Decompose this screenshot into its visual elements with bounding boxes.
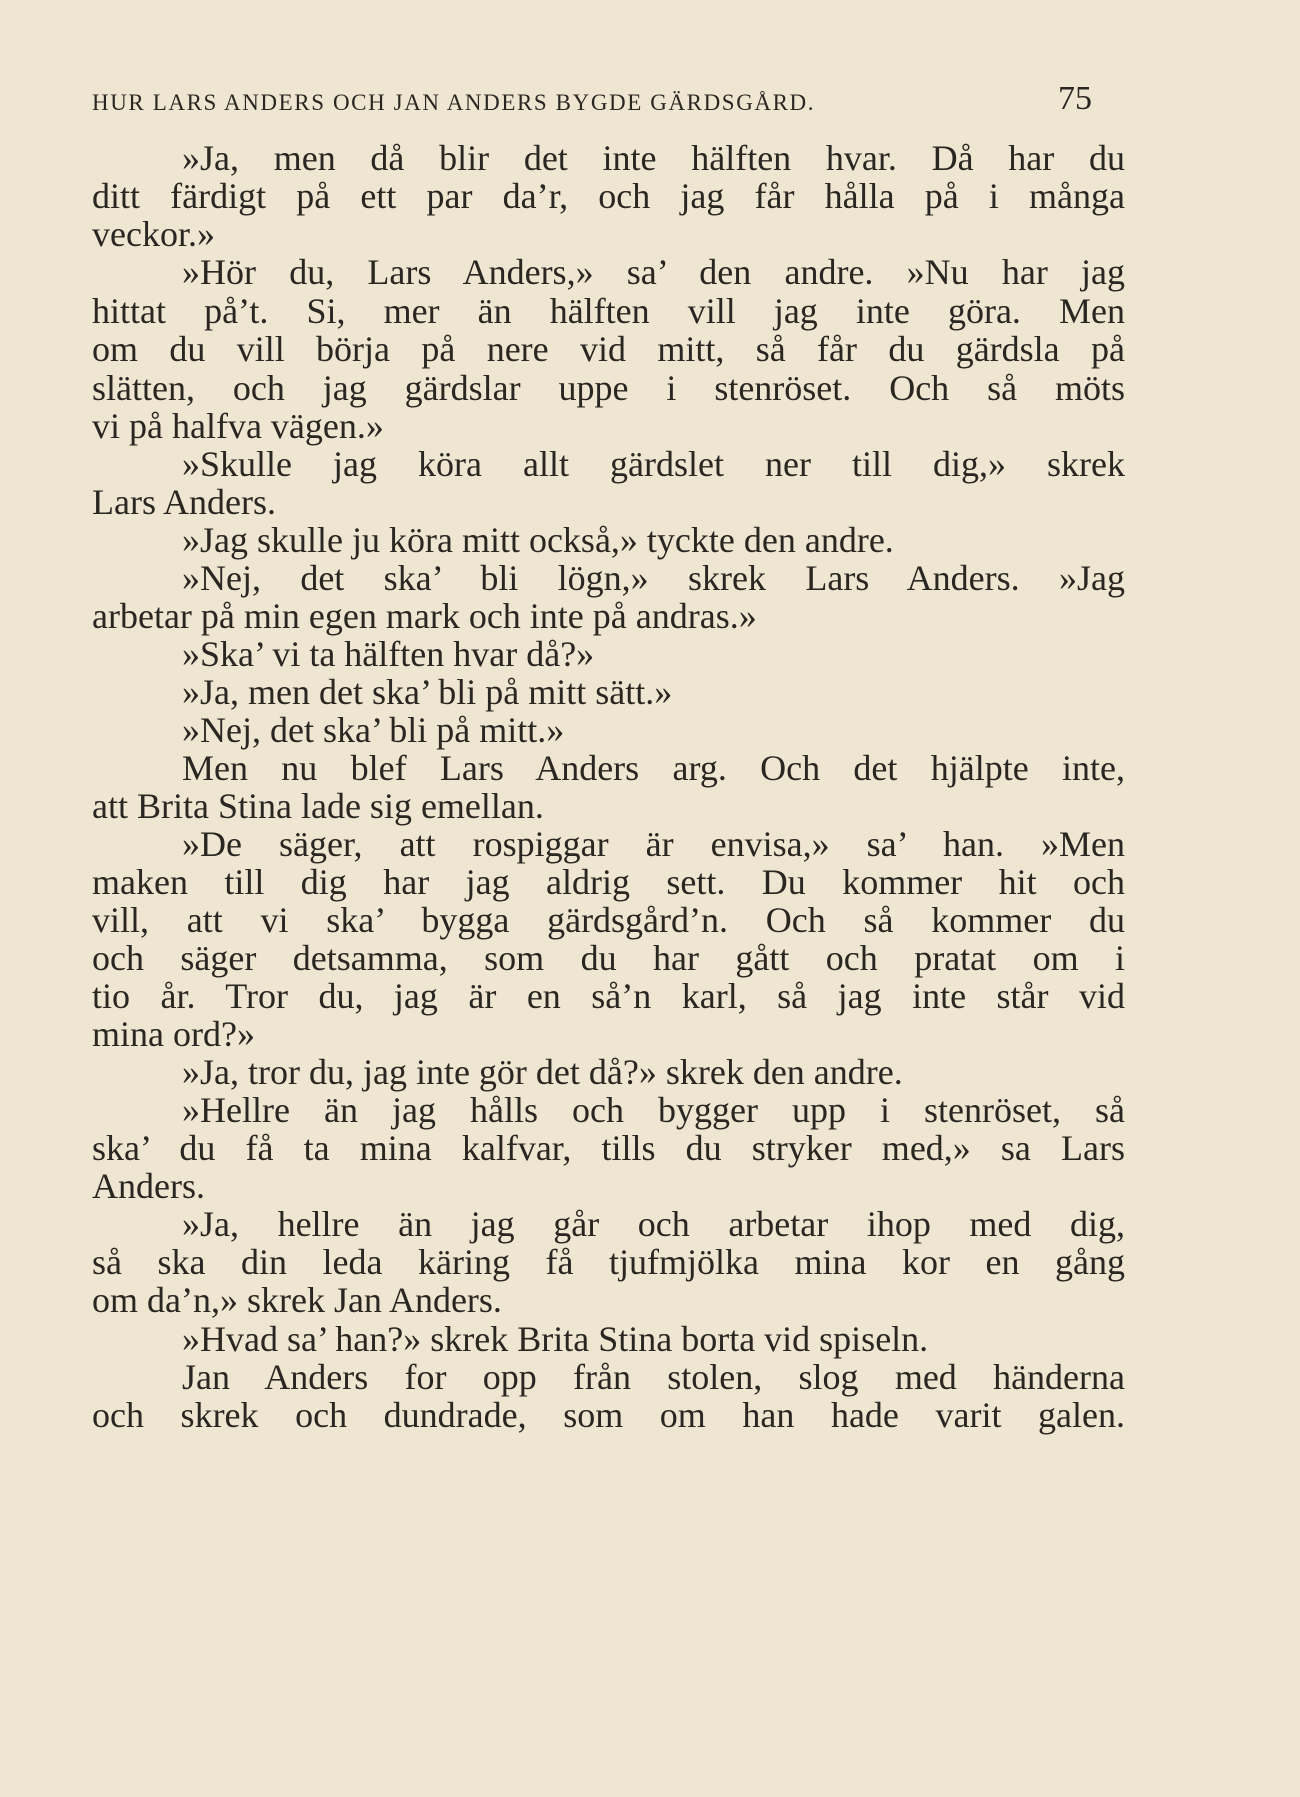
- text-line: veckor.»: [92, 214, 215, 254]
- text-line: ska’ du få ta mina kalfvar, tills du stryker med,» sa Lars: [92, 1128, 1125, 1168]
- text-line: Jan Anders for opp från stolen, slog med händerna: [182, 1357, 1125, 1397]
- text-line: Men nu blef Lars Anders arg. Och det hjälpte inte,: [182, 748, 1125, 788]
- text-line: »Hvad sa’ han?» skrek Brita Stina borta vid spiseln.: [182, 1319, 929, 1359]
- text-line: »Ja, hellre än jag går och arbetar ihop med dig,: [182, 1204, 1125, 1244]
- text-line: »Hör du, Lars Anders,» sa’ den andre. »Nu har jag: [182, 252, 1125, 292]
- text-line: »Nej, det ska’ bli på mitt.»: [182, 710, 565, 750]
- text-line: och skrek och dundrade, som om han hade varit galen.: [92, 1395, 1125, 1435]
- text-line: »Ja, tror du, jag inte gör det då?» skrek den andre.: [182, 1052, 903, 1092]
- page-header: [92, 80, 1092, 130]
- text-line: »Ska’ vi ta hälften hvar då?»: [182, 634, 595, 674]
- text-line: om du vill börja på nere vid mitt, så får du gärdsla på: [92, 329, 1125, 369]
- text-line: »Ja, men då blir det inte hälften hvar. Då har du: [182, 138, 1125, 178]
- text-line: »Nej, det ska’ bli lögn,» skrek Lars Anders. »Jag: [182, 558, 1125, 598]
- text-line: vi på halfva vägen.»: [92, 406, 384, 446]
- text-line: arbetar på min egen mark och inte på andras.»: [92, 596, 757, 636]
- text-line: Lars Anders.: [92, 482, 276, 522]
- text-line: att Brita Stina lade sig emellan.: [92, 786, 544, 826]
- text-line: tio år. Tror du, jag är en så’n karl, så jag inte står vid: [92, 976, 1125, 1016]
- text-line: om da’n,» skrek Jan Anders.: [92, 1280, 502, 1320]
- text-line: »Ja, men det ska’ bli på mitt sätt.»: [182, 672, 673, 712]
- text-line: »Skulle jag köra allt gärdslet ner till dig,» skrek: [182, 444, 1125, 484]
- text-line: och säger detsamma, som du har gått och pratat om i: [92, 938, 1125, 978]
- text-line: mina ord?»: [92, 1014, 255, 1054]
- text-line: hittat på’t. Si, mer än hälften vill jag inte göra. Men: [92, 291, 1125, 331]
- text-line: »De säger, att rospiggar är envisa,» sa’ han. »Men: [182, 824, 1125, 864]
- text-line: så ska din leda käring få tjufmjölka mina kor en gång: [92, 1242, 1125, 1282]
- text-line: »Jag skulle ju köra mitt också,» tyckte den andre.: [182, 520, 894, 560]
- text-line: ditt färdigt på ett par da’r, och jag får hålla på i många: [92, 176, 1125, 216]
- text-line: Anders.: [92, 1166, 205, 1206]
- running-title: HUR LARS ANDERS OCH JAN ANDERS BYGDE GÄRDSGÅRD.: [92, 90, 816, 115]
- page-number: 75: [1058, 80, 1092, 117]
- text-line: maken till dig har jag aldrig sett. Du kommer hit och: [92, 862, 1125, 902]
- text-line: »Hellre än jag hålls och bygger upp i stenröset, så: [182, 1090, 1125, 1130]
- text-line: vill, att vi ska’ bygga gärdsgård’n. Och så kommer du: [92, 900, 1125, 940]
- text-line: slätten, och jag gärdslar uppe i stenröset. Och så möts: [92, 368, 1125, 408]
